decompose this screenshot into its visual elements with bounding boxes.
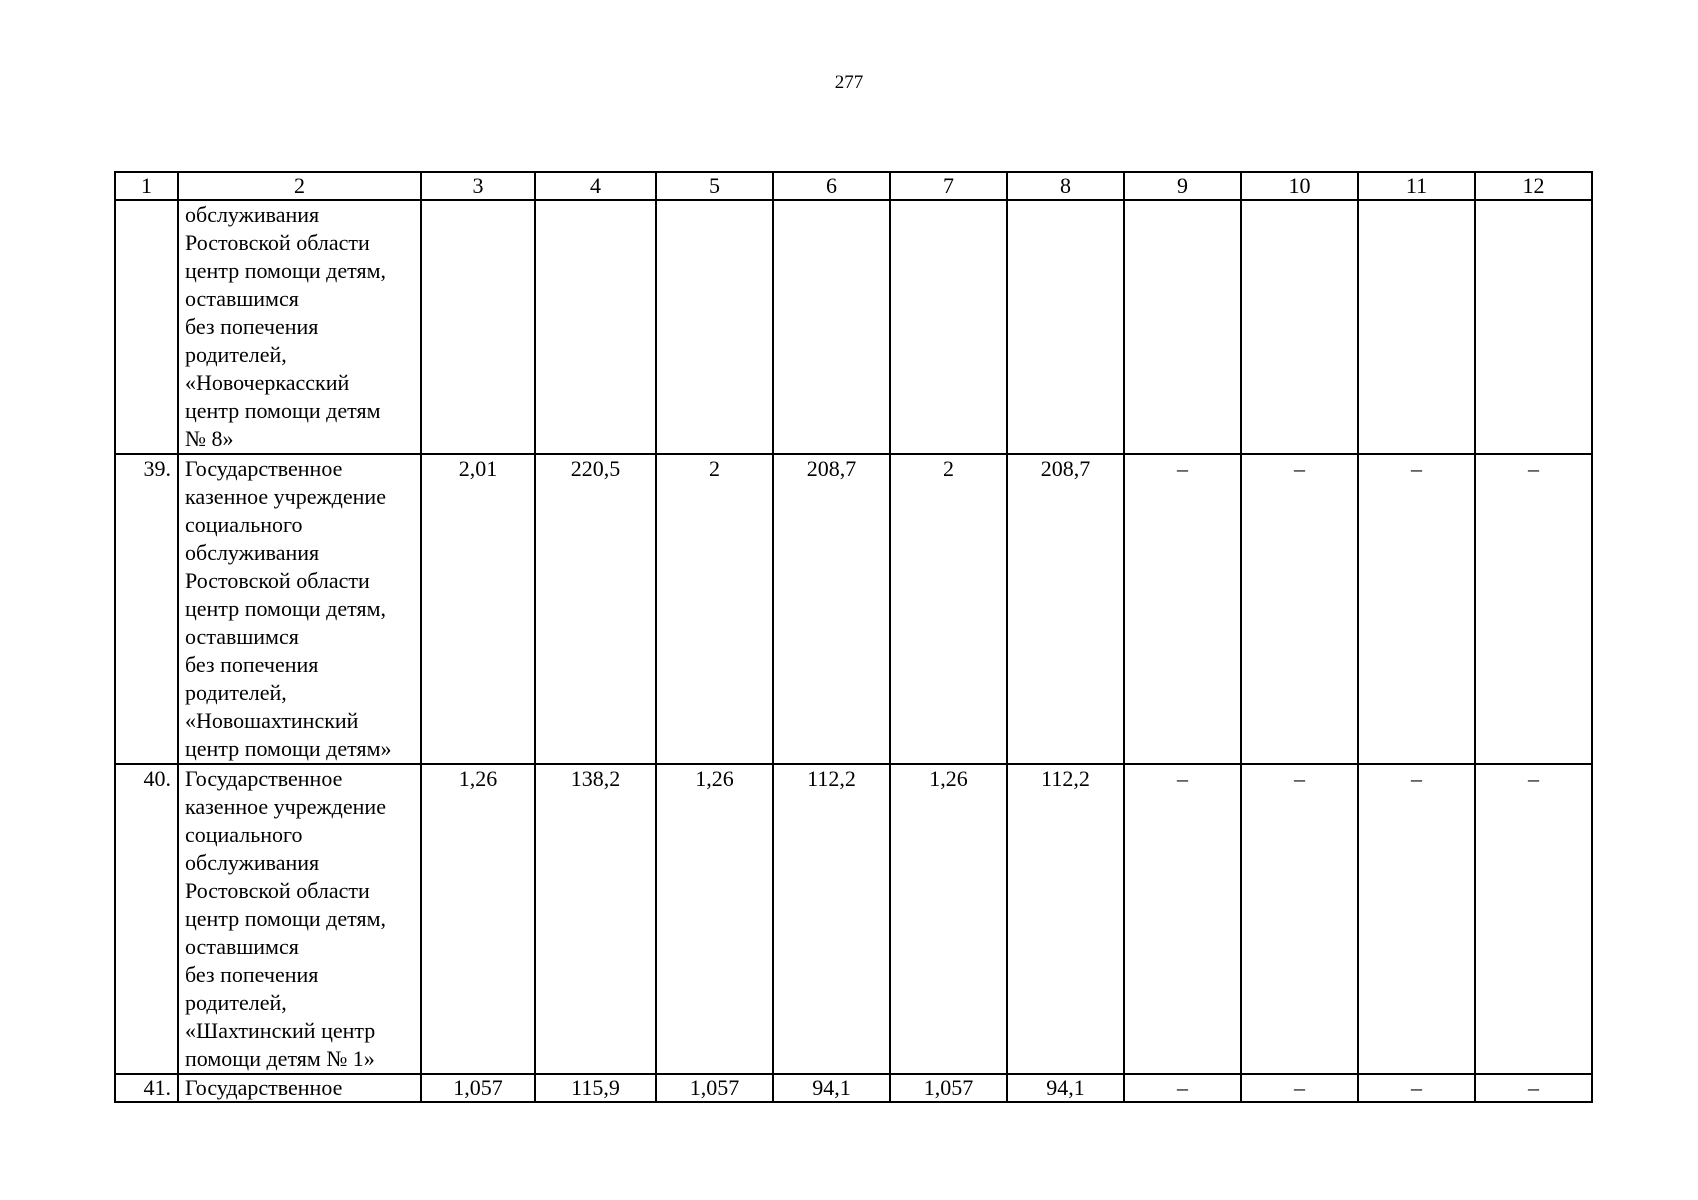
value-cell: –	[1358, 1074, 1475, 1102]
column-header: 6	[773, 172, 890, 200]
value-cell: –	[1124, 454, 1241, 764]
column-header: 10	[1241, 172, 1358, 200]
data-table	[114, 171, 1593, 1103]
institution-name: Государственное казенное учреждение социального обслуживания Ростовской области центр помощи детям, оставшимся без попечения родителей, «Шахтинский центр помощи детям № 1»	[178, 764, 421, 1074]
table-row	[115, 764, 1592, 1074]
value-cell	[1475, 200, 1592, 454]
row-number	[115, 200, 178, 454]
institution-name: Государственное казенное учреждение социального обслуживания Ростовской области центр помощи детям, оставшимся без попечения родителей, «Новошахтинский центр помощи детям»	[178, 454, 421, 764]
value-cell: –	[1475, 454, 1592, 764]
value-cell: –	[1124, 764, 1241, 1074]
value-cell: 208,7	[1007, 454, 1124, 764]
value-cell	[773, 200, 890, 454]
value-cell: 220,5	[535, 454, 656, 764]
value-cell: 2,01	[421, 454, 535, 764]
institution-name: Государственное	[178, 1074, 421, 1102]
column-header: 11	[1358, 172, 1475, 200]
value-cell: 94,1	[773, 1074, 890, 1102]
value-cell: –	[1475, 1074, 1592, 1102]
value-cell	[656, 200, 773, 454]
value-cell: –	[1241, 1074, 1358, 1102]
value-cell: 1,057	[656, 1074, 773, 1102]
row-number: 41.	[115, 1074, 178, 1102]
value-cell: 208,7	[773, 454, 890, 764]
value-cell: 112,2	[773, 764, 890, 1074]
value-cell	[1358, 200, 1475, 454]
column-header: 1	[115, 172, 178, 200]
value-cell: –	[1358, 454, 1475, 764]
value-cell: 1,057	[890, 1074, 1007, 1102]
value-cell: –	[1358, 764, 1475, 1074]
column-header: 3	[421, 172, 535, 200]
table-row	[115, 454, 1592, 764]
header-row	[115, 172, 1592, 200]
value-cell: 94,1	[1007, 1074, 1124, 1102]
column-header: 8	[1007, 172, 1124, 200]
row-number: 39.	[115, 454, 178, 764]
institution-name: обслуживания Ростовской области центр помощи детям, оставшимся без попечения родителей, «Новочеркасский центр помощи детям № 8»	[178, 200, 421, 454]
column-header: 7	[890, 172, 1007, 200]
value-cell: 112,2	[1007, 764, 1124, 1074]
column-header: 5	[656, 172, 773, 200]
value-cell: –	[1124, 1074, 1241, 1102]
column-header: 2	[178, 172, 421, 200]
value-cell	[1241, 200, 1358, 454]
value-cell	[535, 200, 656, 454]
value-cell	[421, 200, 535, 454]
value-cell: 1,057	[421, 1074, 535, 1102]
table-row	[115, 1074, 1592, 1102]
value-cell	[1124, 200, 1241, 454]
value-cell: –	[1475, 764, 1592, 1074]
value-cell: 138,2	[535, 764, 656, 1074]
value-cell	[890, 200, 1007, 454]
value-cell: –	[1241, 454, 1358, 764]
value-cell: 1,26	[890, 764, 1007, 1074]
column-header: 4	[535, 172, 656, 200]
table-row	[115, 200, 1592, 454]
row-number: 40.	[115, 764, 178, 1074]
value-cell: 2	[890, 454, 1007, 764]
value-cell: 2	[656, 454, 773, 764]
value-cell: 115,9	[535, 1074, 656, 1102]
value-cell: –	[1241, 764, 1358, 1074]
value-cell: 1,26	[656, 764, 773, 1074]
value-cell	[1007, 200, 1124, 454]
column-header: 12	[1475, 172, 1592, 200]
column-header: 9	[1124, 172, 1241, 200]
value-cell: 1,26	[421, 764, 535, 1074]
page-number: 277	[834, 72, 864, 93]
